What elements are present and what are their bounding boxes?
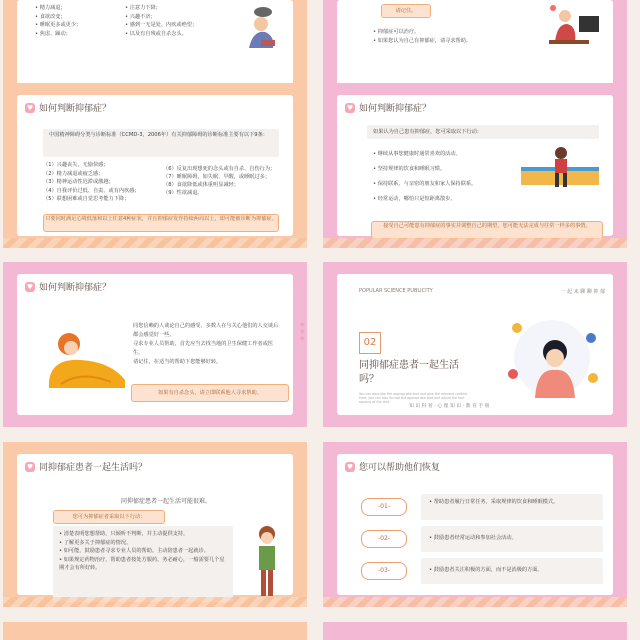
callout-remember: 请记住。	[381, 4, 431, 18]
slide-title: ♥ 您可以帮助他们恢复	[346, 462, 441, 473]
list-left: • 精力减退； • 食欲改变； • 睡眠更多或更少； • 焦虑、躁动；	[35, 5, 82, 37]
action-intro: 如果认为自己患有抑郁症，您可采取以下行动：	[367, 125, 599, 139]
slide-9-partial[interactable]	[3, 622, 307, 640]
step-3-label: -03-	[361, 562, 407, 580]
step-2-text: • 鼓励患者经常运动和参加社会活动。	[421, 526, 603, 552]
slide-3[interactable]	[3, 83, 307, 248]
support-list: • 清楚表明您想帮助，只倾听不判断，并主动提供支持。 • 了解更多关于抑郁症的情况。 • 如可能，鼓励患者寻求专业人员的帮助。主动陪患者一起就诊。 • 如果规定药物治疗，帮助患者按处方服药。务必耐心，一般需要几个星期才会有所好转。	[53, 526, 233, 602]
section-desc: You can describe the appropriate text and give the relevant content here, you can also format the appropriate text and adjust the font spacing of the text.	[359, 392, 468, 404]
slide-card	[337, 274, 613, 415]
section-number: 02	[359, 332, 381, 354]
step-1-label: -01-	[361, 498, 407, 516]
action-list: • 继续从事您健康时通常喜欢的活动。 • 坚持规律的饮食和睡眠习惯。 • 保持联系，与亲密的朋友和家人保持联系。 • 经常运动，哪怕只是短距离散步。	[373, 151, 477, 202]
header-left: POPULAR SCIENCE PUBLICITY	[359, 288, 433, 294]
action-note: 接受自己可能患有抑郁症的事实并调整自己的期望，您可能无法完成与往常一样多的事情。	[371, 221, 603, 239]
heart-decor-icon: ♥ ♥ ♥	[299, 322, 305, 343]
slide-title: ♥ 如何判断抑郁症？	[26, 282, 112, 293]
header-right: 一 起 来 聊 聊 抑 郁	[560, 289, 605, 295]
help-paragraph: 同您信赖的人谈论自己的感受，多数人在与关心他们的人交谈后都会感觉好一些。 寻求专业人员帮助，首先应当去找当地的卫生保健工作者或医生。 请记住，在适当的帮助下您能够好转。	[133, 323, 279, 365]
slide-10-partial[interactable]	[323, 622, 627, 640]
criteria-note: 只要同时满足心境低落和以上任意4种症状，并且抑郁症发作持续两周以上，即可能被诊断为抑郁症。	[43, 214, 279, 232]
step-3-text: • 鼓励患者关注积极的方面，而不是消极的方面。	[421, 558, 603, 584]
heart-icon: ♥	[26, 462, 34, 471]
student-illustration	[249, 524, 285, 604]
suicide-note: 如果有自杀念头，请立即联系他人寻求帮助。	[131, 384, 289, 402]
slide-8[interactable]	[323, 442, 627, 607]
slide-title: ♥ 如何判断抑郁症？	[26, 103, 112, 114]
slide-5[interactable]	[3, 262, 307, 427]
slide-6[interactable]	[323, 262, 627, 427]
remember-list: • 抑郁症可以治疗。 • 如果您认为自己有抑郁症，请寻求帮助。	[373, 29, 472, 44]
section-title: 同抑郁症患者一起生活吗？	[359, 360, 459, 385]
decor-stripe	[323, 597, 627, 607]
criteria-intro: 中国精神障碍分类与诊断标准（CCMD-3，2006年）有关抑郁障碍的诊断标准主要有以下9条：	[43, 129, 279, 157]
criteria-left: （1）兴趣丧失、无愉快感； （2）精力减退或疲乏感； （3）精神运动性迟滞或激越； （4）自我评价过低、自责、或有内疚感； （5）联想困难或自觉思考能力下降；	[43, 162, 140, 202]
slide-card	[17, 454, 293, 595]
heart-icon: ♥	[346, 103, 354, 112]
sad-person-illustration	[235, 2, 285, 52]
heart-icon: ♥	[346, 462, 354, 471]
decor-stripe	[3, 597, 307, 607]
meditating-man-illustration	[497, 308, 607, 408]
slide-4[interactable]	[323, 83, 627, 248]
decor-stripe	[323, 238, 627, 248]
criteria-right: （6）反复出现想死的念头或有自杀、自伤行为； （7）睡眠障碍，如失眠、早醒，或睡眠过多； （8）食欲降低或体重明显减轻； （9）性欲减退。	[163, 166, 276, 196]
slide-card	[337, 454, 613, 595]
subtitle: 同抑郁症患者一起生活可能很难。	[121, 498, 212, 505]
callout-actions: 您可为抑郁症者采取以下行动：	[53, 510, 165, 524]
slide-title: ♥ 如何判断抑郁症？	[346, 103, 432, 114]
step-2-label: -02-	[361, 530, 407, 548]
slide-7[interactable]	[3, 442, 307, 607]
slide-card	[17, 274, 293, 415]
sleeping-girl-illustration	[41, 322, 131, 392]
slide-title: ♥ 同抑郁症患者一起生活吗？	[26, 462, 148, 473]
heart-icon: ♥	[26, 282, 34, 291]
stressed-person-illustration	[543, 2, 603, 48]
slide-card	[17, 95, 293, 236]
footer-text: 知 识 科 普 · 心 理 知 识 · 教 育 手 册	[409, 404, 490, 409]
person-on-bed-illustration	[517, 145, 607, 191]
heart-icon: ♥	[26, 103, 34, 112]
list-right: • 注意力下降； • 兴趣不济； • 感到一无是处、内疚或绝望； • 以及有自残或自杀念头。	[125, 5, 198, 37]
decor-stripe	[3, 238, 307, 248]
slide-card	[337, 95, 613, 236]
step-1-text: • 帮助患者履行日常任务，采取规律的饮食和睡眠模式。	[421, 494, 603, 520]
